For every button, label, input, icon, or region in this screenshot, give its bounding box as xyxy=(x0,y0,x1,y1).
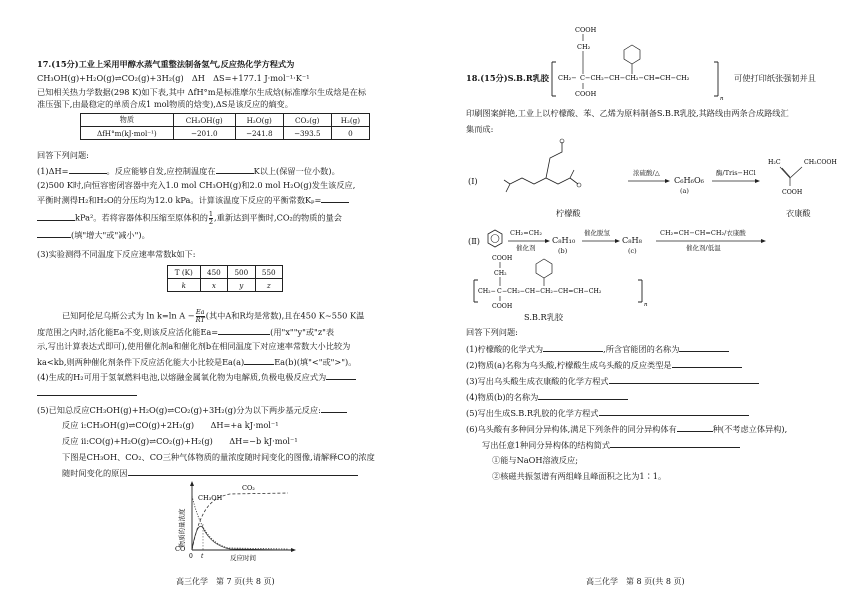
q18-part6-line2 xyxy=(482,439,740,451)
co-curve xyxy=(192,526,288,550)
route2-inter2-label: (c) xyxy=(628,247,637,255)
q18-part6-text-a: (6)乌头酸有多种同分异构体,满足下列条件的同分异构体有 xyxy=(466,424,677,434)
citric-acid-label: 柠檬酸 xyxy=(556,208,581,218)
table-cell: 550 xyxy=(255,266,282,279)
route2-step3-cond: 催化剂/低温 xyxy=(686,244,721,252)
q18-part4 xyxy=(466,391,628,403)
reaction-i: 反应 i:CH₃OH(g)⇌CO(g)+2H₂(g) ΔH=+a kJ·mol⁻¹ xyxy=(62,420,279,430)
q18-part3-text: (3)写出乌头酸生成衣康酸的化学方程式 xyxy=(466,376,609,386)
x-axis-arrow xyxy=(291,548,296,552)
route2-label: (Ⅱ) xyxy=(468,236,480,246)
table-row xyxy=(81,127,370,140)
answer-blank[interactable] xyxy=(69,165,107,174)
struct-n: n xyxy=(720,96,724,102)
q17-part2-line4 xyxy=(37,229,150,241)
page-footer: 高三化学 第 8 页(共 8 页) xyxy=(586,577,685,586)
q18-intro-a: 18.(15分)S.B.R乳胶 xyxy=(466,73,549,83)
table-header: 物质 xyxy=(81,114,174,127)
fraction-denominator: 2 xyxy=(208,218,214,226)
route2-inter1: C₈H₁₀ xyxy=(552,235,576,245)
table-cell: k xyxy=(168,279,201,292)
part1-text-c: K以上(保留一位小数)。 xyxy=(253,166,340,176)
table-cell: 450 xyxy=(200,266,227,279)
concentration-time-graph xyxy=(170,480,300,562)
table-row-label: ΔfH°m(kJ·mol⁻¹) xyxy=(81,127,174,140)
q18-part6-text-c: 写出任意1种同分异构体的结构简式 xyxy=(482,440,611,450)
table-cell: −393.5 xyxy=(283,127,331,140)
sbr-chain-a: CH₂− xyxy=(478,288,496,295)
origin-label: 0 xyxy=(189,553,193,560)
route1-inter-label: (a) xyxy=(680,187,689,195)
q17-part4 xyxy=(37,371,356,383)
arrhenius-line2 xyxy=(37,326,334,338)
rate-constant-table xyxy=(167,265,283,292)
part4-text: (4)生成的H₂可用于氢氧燃料电池,以熔融金属氧化物为电解质,负极电极反应式为 xyxy=(37,372,327,382)
fraction-half xyxy=(209,211,213,226)
q18-prompt: 回答下列问题: xyxy=(466,327,518,337)
bracket-right xyxy=(714,62,718,96)
sbr-cooh-top: COOH xyxy=(492,255,513,262)
answer-blank[interactable] xyxy=(677,423,713,432)
sbr-c: C xyxy=(497,288,502,295)
q18-part2 xyxy=(466,359,742,371)
co2-label: CO₂ xyxy=(242,484,255,492)
part2-text-c2: ,重新达到平衡时,CO₂的物质的量会 xyxy=(214,212,342,223)
table-row xyxy=(168,266,283,279)
part2-text-b: 平衡时测得H₂和H₂O的分压均为12.0 kPa。计算该温度下反应的平衡常数Kₚ= xyxy=(37,195,322,205)
itaconic-acid-label: 衣康酸 xyxy=(786,208,811,218)
benzene-icon xyxy=(486,229,504,249)
route1-label: (Ⅰ) xyxy=(468,176,478,186)
q18-line2: 印刷图案鲜艳,工业上以柠檬酸、苯、乙烯为原料制备S.B.R乳胶,其路线由两条合成路线汇 xyxy=(466,108,789,118)
citric-acid-structure xyxy=(500,138,600,210)
arrhenius-text-a: 已知阿伦尼乌斯公式为 ln k=ln A − xyxy=(62,310,195,321)
struct-cooh-bottom: COOH xyxy=(575,90,597,98)
struct-c: C xyxy=(580,74,585,82)
q18-part6 xyxy=(466,423,787,435)
graph-xlabel: 反应时间 xyxy=(230,554,256,562)
table-row xyxy=(81,114,370,127)
q17-part2-line3 xyxy=(37,211,342,226)
table-cell: 500 xyxy=(228,266,255,279)
y-axis-arrow xyxy=(190,481,194,486)
fraction-ea-rt xyxy=(196,309,205,324)
answer-blank[interactable] xyxy=(610,439,740,448)
answer-blank[interactable] xyxy=(37,387,137,396)
route2-step1-cat: 催化剂 xyxy=(516,244,536,252)
table-header: H₂(g) xyxy=(331,114,369,127)
struct-cooh-top: COOH xyxy=(575,26,597,34)
part5-text-e: 随时间变化的原因 xyxy=(62,468,128,478)
arrow xyxy=(628,178,670,184)
sbr-structure-product xyxy=(470,252,650,312)
condition-1: ①能与NaOH溶液反应; xyxy=(492,455,578,465)
condition-2: ②核磁共振氢谱有两组峰且峰面积之比为1∶1。 xyxy=(492,471,667,481)
q17-equation: CH₃OH(g)+H₂O(g)⇌CO₂(g)+3H₂(g) ΔH ΔS=+177.1 J·mol⁻¹·K⁻¹ xyxy=(37,73,310,83)
q17-part5-line4: 下图是CH₃OH、CO₂、CO三种气体物质的量浓度随时间变化的图像,请解释CO的浓度 xyxy=(62,452,375,462)
q18-part4-text: (4)物质(b)的名称为 xyxy=(466,392,539,402)
answer-blank[interactable] xyxy=(321,404,347,413)
q17-part2-line1: (2)500 K时,向恒容密闭容器中充入1.0 mol CH₃OH(g)和2.0 mol H₂O(g)发生该反应, xyxy=(37,180,356,190)
answer-blank[interactable] xyxy=(37,212,75,221)
q17-part5-line1 xyxy=(37,404,347,416)
answer-blank[interactable] xyxy=(218,326,270,335)
answer-blank[interactable] xyxy=(538,391,628,400)
sbr-label: S.B.R乳胶 xyxy=(524,312,564,322)
table-cell: T (K) xyxy=(168,266,201,279)
q17-title: 17.(15分)工业上采用甲醇水蒸气重整法制备氢气,反应热化学方程式为 xyxy=(37,59,295,69)
part2-text-c1: kPa²。若将容器体积压缩至原体积的 xyxy=(75,212,208,223)
table-header: CH₃OH(g) xyxy=(173,114,235,127)
skeleton xyxy=(510,178,570,184)
route1-inter: C₆H₆O₆ xyxy=(674,175,704,185)
answer-blank[interactable] xyxy=(321,194,349,203)
q18-part6-text-b: 种(不考虑立体异构), xyxy=(712,424,788,434)
struct-ch2: CH₂ xyxy=(577,43,591,51)
reaction-ii: 反应 ii:CO(g)+H₂O(g)⇌CO₂(g)+H₂(g) ΔH=−b kJ·mol⁻¹ xyxy=(62,436,298,446)
sbr-n: n xyxy=(644,302,648,308)
ch3oh-curve xyxy=(192,496,288,549)
table-cell: 0 xyxy=(331,127,369,140)
exam-page-8 xyxy=(430,0,860,608)
svg-text:H₂C: H₂C xyxy=(768,159,781,166)
q17-part1 xyxy=(37,165,340,177)
sbr-chain-b: −CH₂−CH−CH₂−CH=CH−CH₂ xyxy=(502,288,602,295)
answer-blank[interactable] xyxy=(599,407,749,416)
arrhenius-line1 xyxy=(62,309,364,324)
answer-blank[interactable] xyxy=(244,356,274,365)
graph-ylabel: 物质的量浓度 xyxy=(178,508,186,548)
route2-inter2: C₈H₈ xyxy=(622,235,642,245)
arrhenius-text-f: Ea(b)(填"<"或">")。 xyxy=(274,357,357,367)
svg-text:COOH: COOH xyxy=(782,189,803,196)
q18-part5 xyxy=(466,407,749,419)
q17-part5-line5 xyxy=(62,467,358,479)
table-header: CO₂(g) xyxy=(283,114,331,127)
struct-chain-a: CH₂− xyxy=(558,74,577,82)
bracket-left xyxy=(552,62,556,96)
q18-part1 xyxy=(466,343,729,355)
route2-step1-reagent: CH₂=CH₂ xyxy=(510,229,542,237)
arrow xyxy=(582,238,620,244)
answer-blank[interactable] xyxy=(672,359,742,368)
route2-step2-reagent: 催化脱氢 xyxy=(584,229,610,237)
answer-blank[interactable] xyxy=(679,343,729,352)
table-cell: −201.0 xyxy=(173,127,235,140)
struct-chain-b: −CH₂−CH−CH₂−CH=CH−CH₂ xyxy=(585,74,690,82)
q18-part1-text-a: (1)柠檬酸的化学式为 xyxy=(466,344,544,354)
answer-blank[interactable] xyxy=(543,343,603,352)
q17-part2-line2 xyxy=(37,194,349,206)
itaconic-acid-structure xyxy=(766,150,846,198)
table-cell: −241.8 xyxy=(235,127,283,140)
table-row xyxy=(168,279,283,292)
fraction-denominator: RT xyxy=(195,316,205,324)
t-label: t xyxy=(201,553,204,560)
arrhenius-line3: 示,写出计算表达式即可),使用催化剂a和催化剂b在相同温度下对应速率常数大小比较为 xyxy=(37,341,351,351)
fraction-numerator: 1 xyxy=(208,210,214,218)
page-footer: 高三化学 第 7 页(共 8 页) xyxy=(176,577,275,586)
q18-part3 xyxy=(466,375,759,387)
part1-text-b: 。反应能够自发,应控制温度在 xyxy=(106,166,216,176)
ch3oh-label: CH₃OH xyxy=(198,494,223,502)
arrhenius-text-b: (其中A和R均是常数),且在450 K~550 K温 xyxy=(205,310,365,321)
answer-blank[interactable] xyxy=(326,371,356,380)
table-cell: x xyxy=(200,279,227,292)
part1-text-a: (1)ΔH= xyxy=(37,166,69,176)
branch xyxy=(546,142,562,178)
part5-text-a: (5)已知总反应CH₃OH(g)+H₂O(g)⇌CO₂(g)+3H₂(g)分为以下两步基元反应: xyxy=(37,405,321,415)
route1-cond2: 酶/Tris−HCl xyxy=(716,169,756,177)
route2-step3-reagent: CH₂=CH−CH=CH₂/衣康酸 xyxy=(660,229,746,237)
arrow xyxy=(712,178,760,184)
table-cell: z xyxy=(255,279,282,292)
q17-line3: 已知相关热力学数据(298 K)如下表,其中 ΔfH°m是标准摩尔生成焓(标准摩尔生成焓是在标 xyxy=(37,87,367,97)
q18-line3: 集而成: xyxy=(466,124,494,134)
arrhenius-text-e: ka<kb,则两种催化剂条件下反应活化能大小比较是Ea(a) xyxy=(37,357,245,367)
q18-part5-text: (5)写出生成S.B.R乳胶的化学方程式 xyxy=(466,408,599,418)
svg-text:CH₂COOH: CH₂COOH xyxy=(804,159,837,166)
thermo-data-table xyxy=(80,113,370,140)
route1-cond1: 浓硫酸/△ xyxy=(633,169,660,177)
co-label: CO xyxy=(175,545,186,553)
part2-text-d: (填"增大"或"减小")。 xyxy=(71,230,150,240)
table-cell: y xyxy=(228,279,255,292)
answer-blank[interactable] xyxy=(216,165,254,174)
q18-part1-text-b: ,所含官能团的名称为 xyxy=(603,344,680,354)
answer-blank[interactable] xyxy=(128,467,358,476)
answer-blank[interactable] xyxy=(609,375,759,384)
arrhenius-text-d: (用"x""y"或"z"表 xyxy=(270,327,335,337)
oxygen xyxy=(577,183,581,187)
q17-part4-line2 xyxy=(37,387,137,399)
fraction-numerator: Ea xyxy=(195,308,205,316)
answer-blank[interactable] xyxy=(37,229,71,238)
arrhenius-line4 xyxy=(37,356,356,368)
route2-inter1-label: (b) xyxy=(558,247,568,255)
q17-line4: 准压强下,由最稳定的单质合成1 mol物质的焓变),ΔS是该反应的熵变。 xyxy=(37,99,293,109)
carboxyl xyxy=(570,170,578,184)
sbr-cooh-bottom: COOH xyxy=(492,303,513,310)
answer-prompt: 回答下列问题: xyxy=(37,150,89,160)
arrhenius-text-c: 度范围之内时,活化能Ea不变,则该反应活化能Ea= xyxy=(37,327,219,337)
sbr-ch2: CH₂ xyxy=(494,270,507,277)
benzene-ring xyxy=(624,45,640,64)
q18-part2-text: (2)物质(a)名称为乌头酸,柠檬酸生成乌头酸的反应类型是 xyxy=(466,360,672,370)
carboxyl xyxy=(504,180,510,192)
q18-intro-b: 可使打印纸张强韧并且 xyxy=(734,73,816,83)
q17-part3: (3)实验测得不同温度下反应速率常数k如下: xyxy=(37,249,196,259)
table-header: H₂O(g) xyxy=(235,114,283,127)
sbr-structure-inline xyxy=(548,22,728,104)
